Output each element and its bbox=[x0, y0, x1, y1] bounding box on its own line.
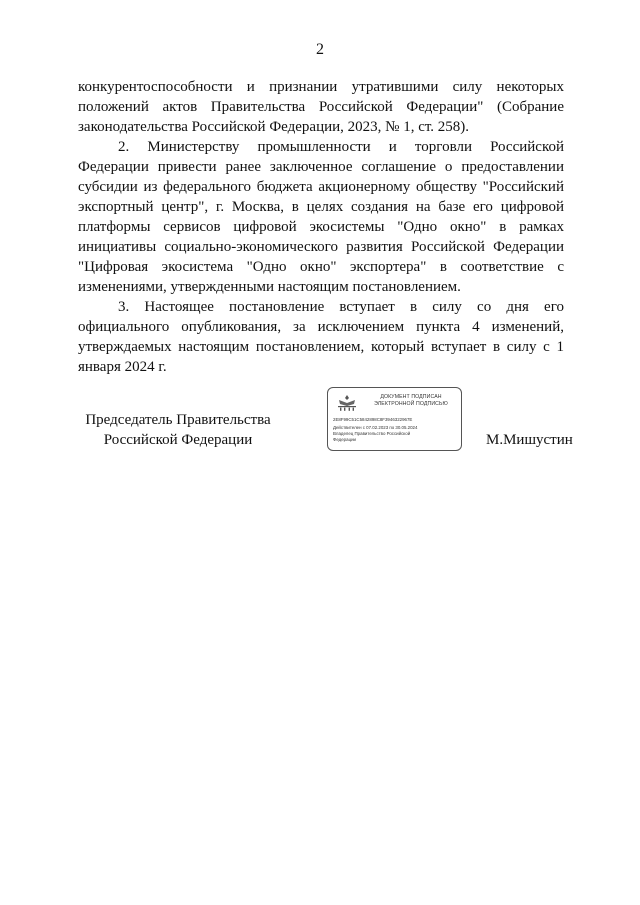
stamp-owner-line2: Федерации bbox=[333, 436, 356, 442]
signatory-position bbox=[78, 410, 278, 450]
stamp-title-line2: ЭЛЕКТРОННОЙ ПОДПИСЬЮ bbox=[374, 401, 448, 407]
signatory-position-line2: Российской Федерации bbox=[103, 432, 253, 448]
electronic-signature-stamp bbox=[327, 387, 462, 451]
paragraph-item-3: 3. Настоящее постановление вступает в силу со дня его официального опубликования, за исключением пункта 4 изменений, утверждаемых настоящим постановлением, который вступает в силу с 1 января 2024 г. bbox=[78, 299, 564, 375]
stamp-certificate-serial: 2E8F99C51C5842898C8F3946322967E bbox=[333, 417, 413, 422]
signatory-position-line1: Председатель Правительства bbox=[85, 412, 271, 428]
stamp-title bbox=[362, 394, 460, 408]
stamp-validity-period: Действителен с 07.02.2023 по 30.05.2024 bbox=[333, 425, 418, 430]
page-number: 2 bbox=[316, 41, 324, 58]
stamp-title-line1: ДОКУМЕНТ ПОДПИСАН bbox=[380, 394, 442, 400]
stamp-owner bbox=[333, 431, 457, 442]
coat-of-arms-icon bbox=[336, 394, 358, 412]
paragraph-item-2: 2. Министерству промышленности и торговли Российской Федерации привести ранее заключенное соглашение о предоставлении субсидии из федерального бюджета акционерному обществу "Российский экспортный центр", г. Москва, в целях создания на базе его цифровой платформы сервисов цифровой экосистемы "Одно окно" в рамках инициативы социально-экономического развития Российской Федерации "Цифровая экосистема "Одно окно" экспортера" в соответствие с изменениями, утвержденными настоящим постановлением. bbox=[78, 139, 564, 295]
signatory-name: М.Мишустин bbox=[486, 432, 573, 448]
paragraph-continuation: конкурентоспособности и признании утратившими силу некоторых положений актов Правительства Российской Федерации" (Собрание законодательства Российской Федерации, 2023, № 1, ст. 258). bbox=[78, 79, 564, 135]
stamp-owner-line1: Владелец Правительство Российской bbox=[333, 431, 411, 436]
document-body bbox=[78, 77, 564, 377]
